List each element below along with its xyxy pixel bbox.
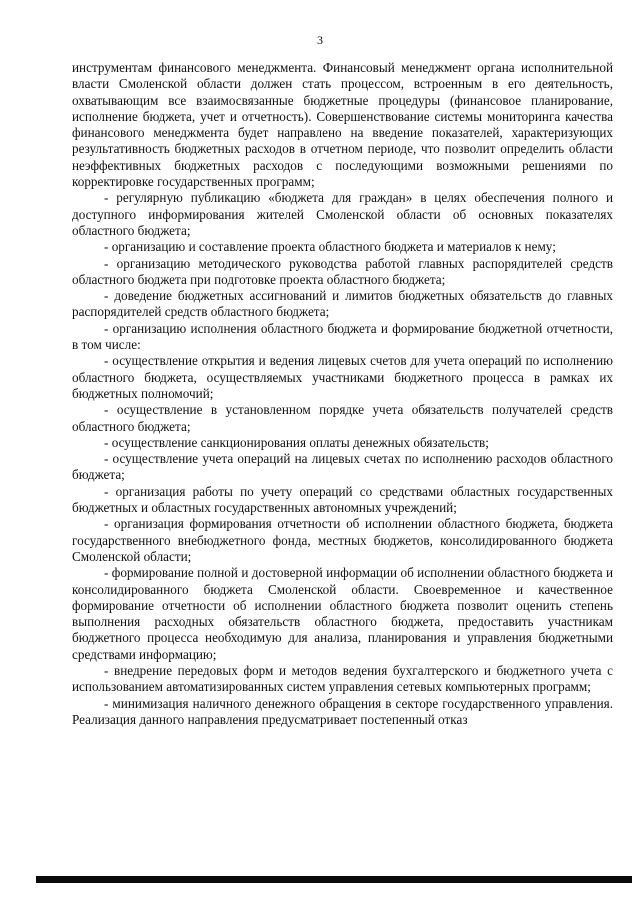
list-item: - доведение бюджетных ассигнований и лимитов бюджетных обязательств до главных распорядителей средств областного бюджета;	[72, 288, 613, 320]
list-item: - формирование полной и достоверной информации об исполнении областного бюджета и консолидированного бюджета Смоленской области. Своевременное и качественное формирование отчетности об исполнении областного бюджета позволит оценить степень выполнения расходных обязательств областного бюджета, предоставить участникам бюджетного процесса необходимую для анализа, планирования и управления бюджетными средствами информацию;	[72, 565, 613, 662]
list-item: - осуществление открытия и ведения лицевых счетов для учета операций по исполнению областного бюджета, осуществляемых участниками бюджетного процесса в рамках их бюджетных полномочий;	[72, 353, 613, 401]
list-item: - организацию методического руководства работой главных распорядителей средств областного бюджета при подготовке проекта областного бюджета;	[72, 255, 613, 287]
list-item: - регулярную публикацию «бюджета для граждан» в целях обеспечения полного и доступного информирования жителей Смоленской области об основных показателях областного бюджета;	[72, 190, 613, 238]
list-item: - организацию и составление проекта областного бюджета и материалов к нему;	[104, 239, 556, 255]
list-item: - осуществление в установленном порядке учета обязательств получателей средств областного бюджета;	[72, 402, 613, 434]
bottom-scan-border	[36, 876, 632, 883]
list-item: - организацию исполнения областного бюджета и формирование бюджетной отчетности, в том числе:	[72, 320, 613, 353]
list-item: - минимизация наличного денежного обращения в секторе государственного управления. Реализация данного направления предусматривает постепенный отказ	[72, 695, 613, 727]
list-item: - осуществление учета операций на лицевых счетах по исполнению расходов областного бюджета;	[72, 451, 613, 483]
paragraph-continuation: инструментам финансового менеджмента. Финансовый менеджмент органа исполнительной власти Смоленской области должен стать процессом, встроенным в его деятельность, охватывающим все взаимосвязанные бюджетные процедуры (финансовое планирование, исполнение бюджета, учет и отчетность). Совершенствование системы мониторинга качества финансового менеджмента будет направлено на введение показателей, характеризующих результативность бюджетных расходов в отчетном периоде, что позволит определить области неэффективных бюджетных расходов с последующими возможными решениями по корректировке государственных программ;	[72, 60, 613, 190]
list-item: - организация формирования отчетности об исполнении областного бюджета, бюджета государственного внебюджетного фонда, местных бюджетов, консолидированного бюджета Смоленской области;	[72, 516, 613, 564]
list-item: - внедрение передовых форм и методов ведения бухгалтерского и бюджетного учета с использованием автоматизированных систем управления сетевых компьютерных программ;	[72, 662, 613, 695]
document-body	[72, 60, 613, 728]
list-item: - осуществление санкционирования оплаты денежных обязательств;	[104, 434, 489, 450]
page-number: 3	[317, 33, 323, 47]
list-item: - организация работы по учету операций со средствами областных государственных бюджетных и областных государственных автономных учреждений;	[72, 483, 613, 516]
